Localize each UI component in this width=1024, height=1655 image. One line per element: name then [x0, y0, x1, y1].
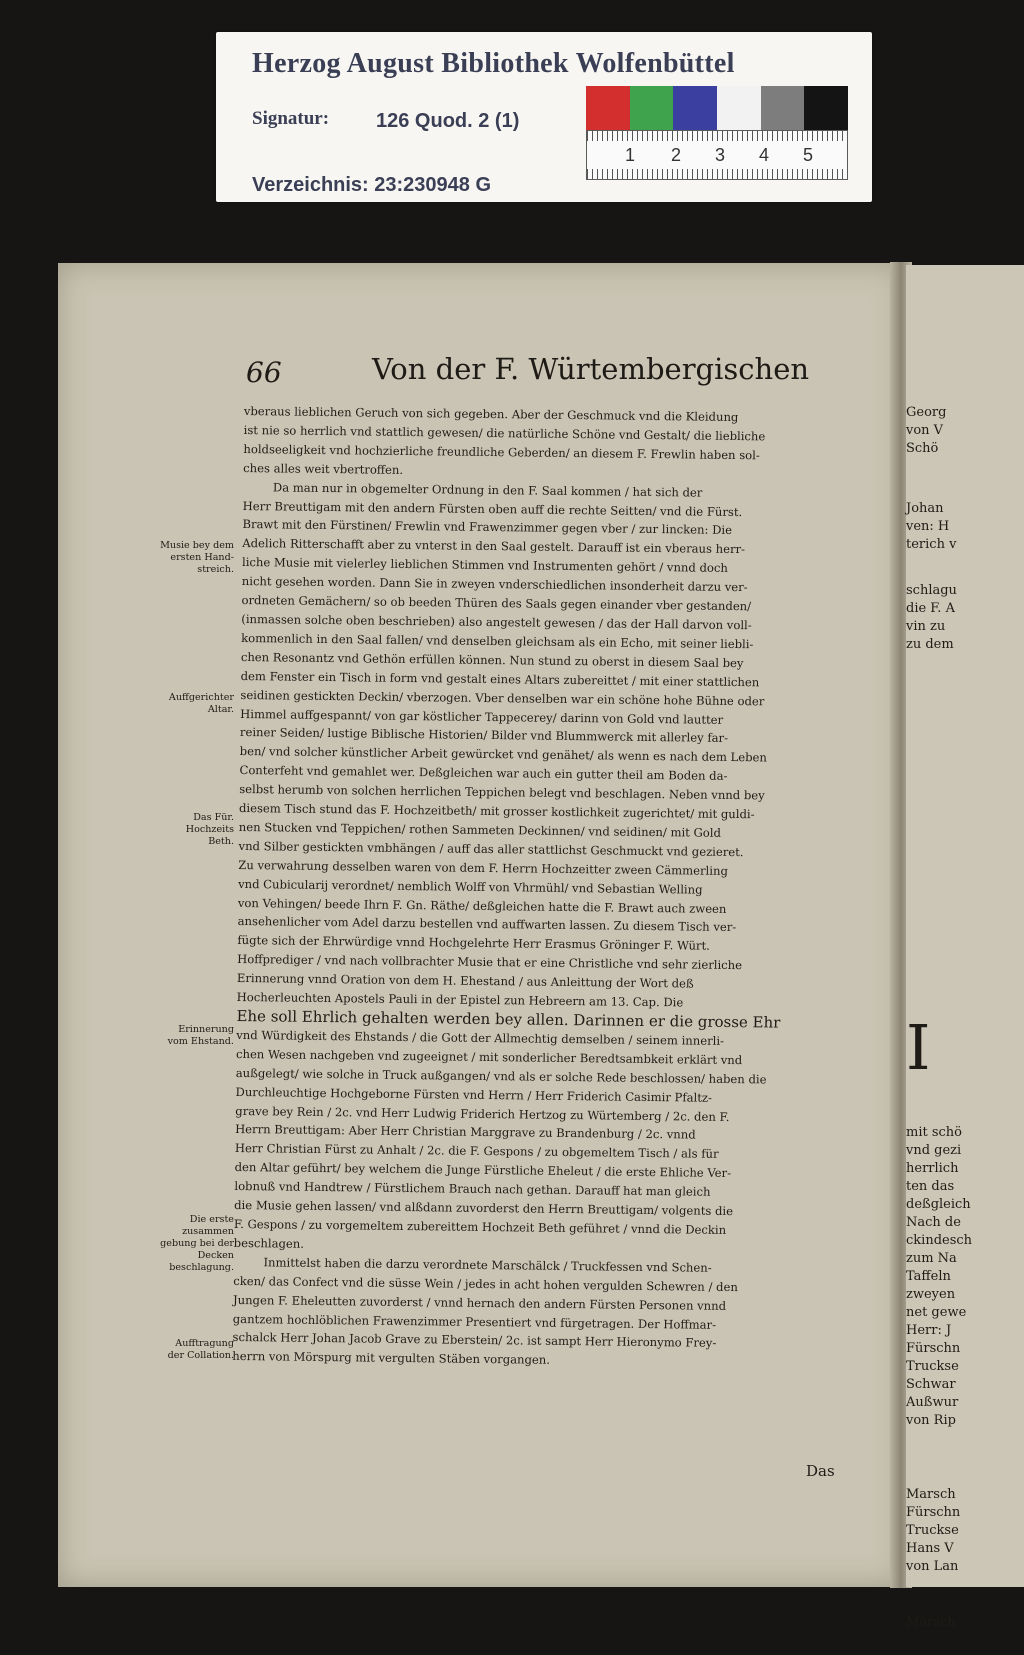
text-line: gantzem hochlöblichen Frawenzimmer Presentiert vnd fürgetragen. Der Hoffmar- — [232, 1311, 717, 1332]
margin-note: Erinnerung vom Ehstand. — [167, 1024, 234, 1047]
right-page-fragment: Herr: J — [906, 1323, 952, 1338]
margin-note: Das Für. Hochzeits Beth. — [185, 812, 234, 847]
text-line: ordneten Gemächern/ so ob beeden Thüren des Saals gegen einander vber gestanden/ — [241, 593, 752, 614]
catchword: Das — [806, 1462, 835, 1480]
right-page-fragment: herrlich — [906, 1161, 959, 1176]
text-line: kommenlich in den Saal fallen/ vnd denselben gleichsam als ein Echo, mit seiner liebli- — [241, 630, 754, 652]
text-line: vnd Cubicularij verordnet/ nemblich Wolff von Vhrmühl/ vnd Sebastian Welling — [238, 876, 703, 897]
swatch-gray — [761, 86, 805, 130]
swatch-blue — [673, 86, 717, 130]
right-page-fragment: Marsch — [906, 1487, 956, 1502]
right-page-fragment: zum Na — [906, 1251, 957, 1266]
right-page-fragment: ckindesch — [906, 1233, 973, 1248]
right-page-fragment: die F. A — [906, 601, 955, 616]
text-line: den Altar geführt/ bey welchem die Junge Fürstliche Eheleut / die erste Ehliche Ver- — [234, 1160, 732, 1181]
text-line: ben/ vnd solcher künstlicher Arbeit gewürcket vnd genähet/ als wenn es nach dem Leben — [239, 744, 767, 765]
right-page-fragment: von Lan — [906, 1559, 959, 1574]
right-page-fragment: ven: H — [906, 519, 950, 534]
right-page-fragment: Außwur — [906, 1395, 959, 1410]
text-line: Himmel auffgespannt/ von gar köstlicher Tappecerey/ darinn von Gold vnd lautter — [240, 706, 724, 727]
text-line: fügte sich der Ehrwürdige vnnd Hochgelehrte Herr Erasmus Gröninger F. Würt. — [237, 933, 710, 954]
swatch-black — [804, 86, 848, 130]
right-page-fragment: Truckse — [906, 1359, 959, 1374]
right-page-fragment: Marsch — [906, 1615, 956, 1630]
right-page-fragment: deßgleich — [906, 1197, 971, 1212]
right-page-fragment: zweyen — [906, 1287, 956, 1302]
signature-value: 126 Quod. 2 (1) — [376, 110, 520, 132]
text-line: cken/ das Confect vnd die süsse Wein / jedes in acht hohen vergulden Schewren / den — [233, 1273, 738, 1294]
text-line: die Musie gehen lassen/ vnd alßdann zuvorderst den Herrn Breuttigam/ volgents die — [234, 1198, 734, 1219]
right-page-fragment: Nach de — [906, 1215, 961, 1230]
margin-note: Musie bey dem ersten Hand-streich. — [160, 540, 234, 575]
text-line: grave bey Rein / 2c. vnd Herr Ludwig Friderich Hertzog zu Würtemberg / 2c. den F. — [235, 1103, 730, 1124]
right-page-fragment: net gewe — [906, 1305, 967, 1320]
text-line: Erinnerung vnnd Oration von dem H. Ehestand / aus Anleittung der Wort deß — [236, 971, 694, 991]
text-line: vberaus lieblichen Geruch von sich gegeben. Aber der Geschmuck vnd die Kleidung — [243, 403, 739, 425]
text-line: ist nie so herrlich vnd stattlich gewesen/ die natürliche Schöne vnd Gestalt/ die liebliche — [243, 422, 766, 444]
ruler-number: 3 — [715, 145, 726, 165]
text-line: Herrn Breuttigam: Aber Herr Christian Marggrave zu Brandenburg / 2c. vnnd — [235, 1122, 696, 1143]
text-line: Da man nur in obgemelter Ordnung in den F. Saal kommen / hat sich der — [272, 479, 703, 500]
text-line: Hocherleuchten Apostels Pauli in der Epistel zun Hebreern am 13. Cap. Die — [236, 990, 684, 1010]
ruler-number: 2 — [671, 145, 682, 165]
right-page-fragment: vin zu — [906, 619, 946, 634]
text-line: chen Wesen nachgeben vnd zugeeignet / mit sonderlicher Beredtsambkeit erklärt vnd — [235, 1046, 743, 1067]
book-page-right — [906, 265, 1024, 1630]
measurement-ruler — [586, 130, 848, 180]
right-page-fragment: Taffeln — [906, 1269, 951, 1284]
text-line: Ehe soll Ehrlich gehalten werden bey allen. Darinnen er die grosse Ehr — [236, 1006, 781, 1032]
text-line: vnd Silber gestickten vmbhängen / auff das aller stattlichst Geschmuckt vnd gezieret. — [238, 838, 744, 859]
right-page-fragment: vnd gezi — [906, 1143, 962, 1158]
text-line: lobnuß vnd Handtrew / Fürstlichem Brauch nach gethan. Darauff hat man gleich — [234, 1179, 711, 1199]
text-line: dem Fenster ein Tisch in form vnd gestalt eines Altars zubereittet / mit einer stattlichen — [240, 668, 760, 690]
ruler-number: 4 — [759, 145, 770, 165]
text-line: schalck Herr Johan Jacob Grave zu Eberstein/ 2c. ist sampt Herr Hieronymo Frey- — [232, 1330, 717, 1351]
text-line: Durchleuchtige Hochgeborne Fürsten vnd Herrn / Herr Friderich Casimir Pfaltz- — [235, 1084, 713, 1105]
right-page-fragment: Fürschn — [906, 1505, 961, 1520]
text-line: herrn von Mörspurg mit vergulten Stäben vorgangen. — [232, 1349, 551, 1368]
ruler-number: 1 — [625, 145, 636, 165]
right-page-fragment: von V — [906, 423, 944, 438]
signature-label: Signatur: — [252, 108, 330, 129]
library-color-card — [216, 32, 872, 202]
right-page-fragment: Schwar — [906, 1377, 956, 1392]
swatch-green — [630, 86, 674, 130]
library-title: Herzog August Bibliothek Wolfenbüttel — [252, 48, 735, 79]
text-line: Inmittelst haben die darzu verordnete Marschälck / Truckfessen vnd Schen- — [263, 1255, 712, 1275]
body-text — [232, 402, 850, 1374]
right-page-fragment: zu dem — [906, 637, 954, 652]
text-line: Herr Breuttigam mit den andern Fürsten oben auff die rechte Seitten/ vnd die Fürst. — [242, 498, 743, 519]
right-page-fragment: von Rip — [906, 1413, 956, 1428]
text-line: selbst herumb von solchen herrlichen Teppichen belegt vnd beschlagen. Neben vnnd bey — [239, 782, 765, 803]
text-line: diesem Tisch stund das F. Hochzeitbeth/ mit grosser kostlichkeit zugerichtet/ mit guldi- — [238, 801, 755, 822]
decorated-initial: I — [906, 1011, 931, 1084]
text-line: Zu verwahrung desselben waren von dem F. Herrn Hochzeitter zween Cämmerling — [238, 857, 729, 878]
right-page-fragment: Hans V — [906, 1541, 954, 1556]
text-line: beschlagen. — [233, 1235, 305, 1251]
right-page-fragment: Georg — [906, 405, 947, 420]
right-page-fragment: schlagu — [906, 583, 957, 598]
right-page-fragment: mit schö — [906, 1125, 962, 1140]
ruler-ticks-top — [587, 131, 847, 141]
color-swatches — [586, 86, 848, 130]
right-page-fragment: Johan — [906, 501, 944, 516]
text-line: nen Stucken vnd Teppichen/ rothen Sammeten Deckinnen/ vnd seidinen/ mit Gold — [238, 819, 722, 840]
text-line: Jungen F. Eheleutten zuvorderst / vnnd hernach den andern Fürsten Personen vnnd — [232, 1292, 727, 1313]
right-page-fragment: terich v — [906, 537, 957, 552]
text-line: (inmassen solche oben beschrieben) also angestelt gewesen / das der Hall darvon voll- — [241, 611, 752, 633]
page-number: 66 — [246, 356, 282, 389]
text-line: Conterfeht vnd gemahlet wer. Deßgleichen war auch ein gutter theil am Boden da- — [239, 763, 728, 784]
text-line: chen Resonantz vnd Gethön erfüllen können. Nun stund zu oberst in diesem Saal bey — [240, 649, 744, 670]
text-line: nicht gesehen worden. Dann Sie in zweyen vnderschiedlichen insonderheit darzu ver- — [241, 574, 748, 595]
directory-line: Verzeichnis: 23:230948 G — [252, 174, 492, 196]
text-line: Herr Christian Fürst zu Anhalt / 2c. die F. Gespons / zu obgemeltem Tisch / als für — [234, 1141, 719, 1162]
margin-note: Auffgerichter Altar. — [168, 692, 234, 715]
text-line: von Vehingen/ beede Ihrn F. Gn. Räthe/ deßgleichen hatte die F. Brawt auch zween — [237, 895, 727, 916]
right-page-fragment: Truckse — [906, 1523, 959, 1538]
right-page-fragment: Schö — [906, 441, 939, 456]
text-line: F. Gespons / zu vorgemeltem zubereittem Hochzeit Beth geführet / vnnd die Deckin — [233, 1216, 727, 1237]
text-line: ches alles weit vbertroffen. — [243, 460, 404, 477]
text-line: außgelegt/ wie solche in Truck außgangen/ vnd als er solche Rede beschlossen/ haben die — [235, 1065, 767, 1087]
text-line: reiner Seiden/ lustige Biblische Historien/ Bilder vnd Blummwerck mit allerley far- — [239, 725, 729, 746]
text-line: holdseeligkeit vnd hochzierliche freundliche Geberden/ an diesem F. Frewlin haben sol- — [243, 441, 760, 463]
margin-note: Aufftragung der Collation. — [167, 1338, 234, 1361]
margin-note: Die erste zusammen gebung bei der Decken beschlagung. — [160, 1214, 234, 1273]
swatch-white — [717, 86, 761, 130]
text-line: ansehenlicher vom Adel darzu bestellen vnd auffwarten lassen. Zu diesem Tisch ver- — [237, 914, 737, 935]
swatch-red — [586, 86, 630, 130]
ruler-number: 5 — [803, 145, 814, 165]
text-line: Hoffprediger / vnd nach vollbrachter Musie that er eine Christliche vnd sehr zierliche — [237, 952, 743, 973]
ruler-ticks-bottom — [587, 169, 847, 179]
right-page-fragment: Fürschn — [906, 1341, 961, 1356]
text-line: Adelich Ritterschafft aber zu vnterst in den Saal gestelt. Darauff ist ein vberaus herr- — [242, 536, 746, 557]
text-line: Brawt mit den Fürstinen/ Frewlin vnd Frawenzimmer gegen vber / zur lincken: Die — [242, 517, 733, 538]
text-line: liche Musie mit vielerley lieblichen Stimmen vnd Instrumenten gehört / vnnd doch — [241, 555, 728, 576]
text-line: vnd Würdigkeit des Ehstands / die Gott der Allmechtig demselben / seinem innerli- — [236, 1027, 725, 1048]
running-head: Von der F. Würtembergischen — [372, 352, 810, 386]
right-page-fragment: ten das — [906, 1179, 955, 1194]
text-line: seidinen gestickten Deckin/ vberzogen. Vber denselben war ein schöne hohe Bühne oder — [240, 687, 765, 708]
